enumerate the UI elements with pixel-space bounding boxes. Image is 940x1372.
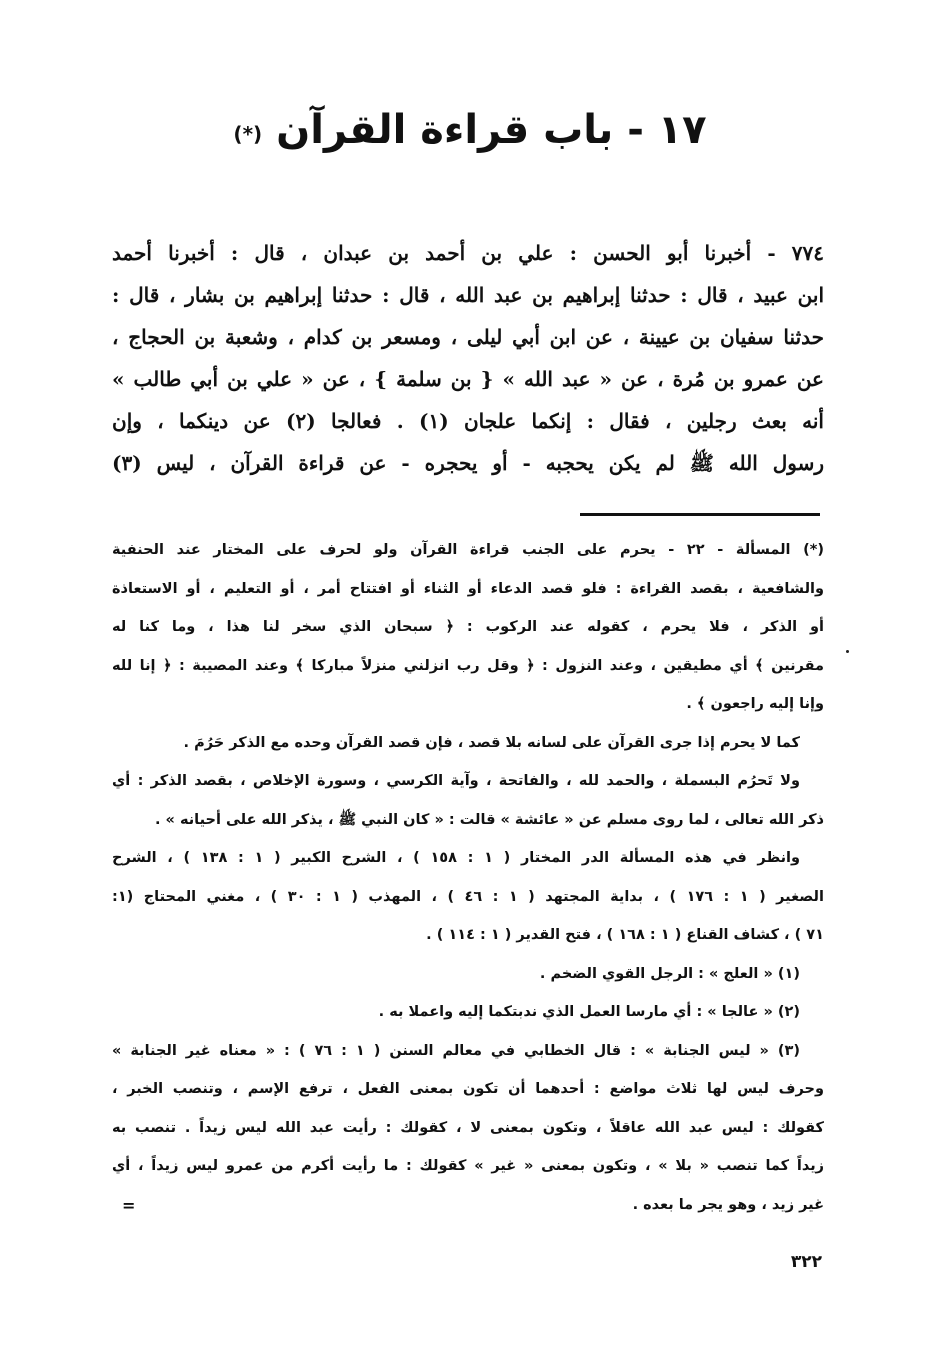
footnote-line: ٧١ ) ، كشاف القناع ( ١ : ١٦٨ ) ، فتح القدير ( ١ : ١١٤ ) .: [426, 927, 824, 943]
hadith-line: أنه بعث رجلين ، فقال : إنكما علجان (١) . فعالجا (٢) عن دينكما ، وإن: [112, 409, 824, 433]
footnote-line: كما لا يحرم إذا جرى القرآن على لسانه بلا قصد ، فإن قصد القرآن وحده مع الذكر حَرُمَ .: [183, 734, 800, 751]
footnote-line: وانظر في هذه المسألة الدر المختار ( ١ : ١٥٨ ) ، الشرح الكبير ( ١ : ١٣٨ ) ، الشرح: [112, 850, 801, 866]
page-number: ٣٢٢: [790, 1252, 822, 1272]
hadith-line: ابن عبيد ، قال : حدثنا إبراهيم بن عبد الله ، قال : حدثنا إبراهيم بن بشار ، قال :: [112, 283, 824, 307]
footnote-line: ذكر الله تعالى ، لما روى مسلم عن « عائشة » قالت : « كان النبي ﷺ ، يذكر الله على أحيانه » .: [154, 811, 824, 828]
footnote-line: ولا تَحرُم البسملة ، والحمد لله ، والفاتحة ، وآية الكرسي ، وسورة الإخلاص ، بقصد الذكر : أي: [112, 773, 800, 789]
footnote-line: (١) « العلج » : الرجل القوي الضخم .: [539, 965, 800, 982]
footnote-line: والشافعية ، بقصد القراءة : فلو قصد الدعاء أو الثناء أو افتتاح أمر ، أو التعليم ، أو الاستعاذة: [112, 580, 824, 597]
footnote-line: غير زيد ، وهو يجر ما بعده .: [632, 1196, 824, 1213]
footnote-line: مقرنين ﴾ أي مطيقين ، وعند النزول : ﴿ وقل رب انزلني منزلاً مباركا ﴾ وعند المصيبة : ﴿ إنا لله: [112, 657, 824, 674]
footnote-line: أو الذكر ، فلا يحرم ، كقوله عند الركوب : ﴿ سبحان الذي سخر لنا هذا ، وما كنا له: [112, 619, 824, 635]
footnote-line: الصغير ( ١ : ١٧٦ ) ، بداية المجتهد ( ١ : ٤٦ ) ، المهذب ( ١ : ٣٠ ) ، مغني المحتاج (١:: [112, 888, 824, 905]
footnote-line: وإنا إليه راجعون ﴾ .: [686, 696, 824, 712]
footnote-line: (٢) « عالجا » : أي مارسا العمل الذي ندبتكما إليه واعملا به .: [378, 1004, 800, 1020]
continuation-mark: =: [122, 1196, 136, 1215]
hadith-line: عن عمرو بن مُرة ، عن « عبد الله » { بن سلمة } ، عن « علي بن أبي طالب »: [112, 367, 824, 391]
footnote-divider: [580, 513, 820, 516]
scan-speck: [846, 650, 849, 653]
chapter-title-text: ١٧ - باب قراءة القرآن: [276, 107, 707, 153]
footnote-line: زيداً كما تنصب « بلا » ، وتكون بمعنى « غير » كقولك : ما رأيت أكرم من عمرو ليس زيداً ، أي: [112, 1158, 824, 1174]
hadith-line: رسول الله ﷺ لم يكن يحجبه - أو يحجره - عن قراءة القرآن ، ليس (٣): [112, 451, 824, 475]
chapter-title: [110, 100, 830, 160]
hadith-line: حدثنا سفيان بن عيينة ، عن ابن أبي ليلى ، ومسعر بن كدام ، وشعبة بن الحجاج ،: [112, 325, 824, 349]
footnote-line: (*) المسألة - ٢٢ - يحرم على الجنب قراءة القرآن ولو لحرف على المختار عند الحنفية: [112, 542, 824, 558]
footnote-line: كقولك : ليس عبد الله عاقلاً ، وتكون بمعنى لا ، كقولك : رأيت عبد الله ليس زيداً . تنصب به: [112, 1119, 824, 1136]
hadith-line: ٧٧٤ - أخبرنا أبو الحسن : علي بن أحمد بن عبدان ، قال : أخبرنا أحمد: [112, 241, 824, 265]
footnote-line: وحرف ليس لها ثلاث مواضع : أحدهما أن تكون بمعنى الفعل ، ترفع الإسم ، وتنصب الخبر ،: [112, 1081, 824, 1097]
footnote-line: (٣) « ليس الجنابة » : قال الخطابي في معالم السنن ( ١ : ٧٦ ) : « معناه غير الجنابة »: [112, 1042, 800, 1059]
hadith-text: [112, 232, 824, 484]
footnotes-section: [112, 531, 824, 1224]
chapter-note-marker: (*): [233, 122, 263, 146]
